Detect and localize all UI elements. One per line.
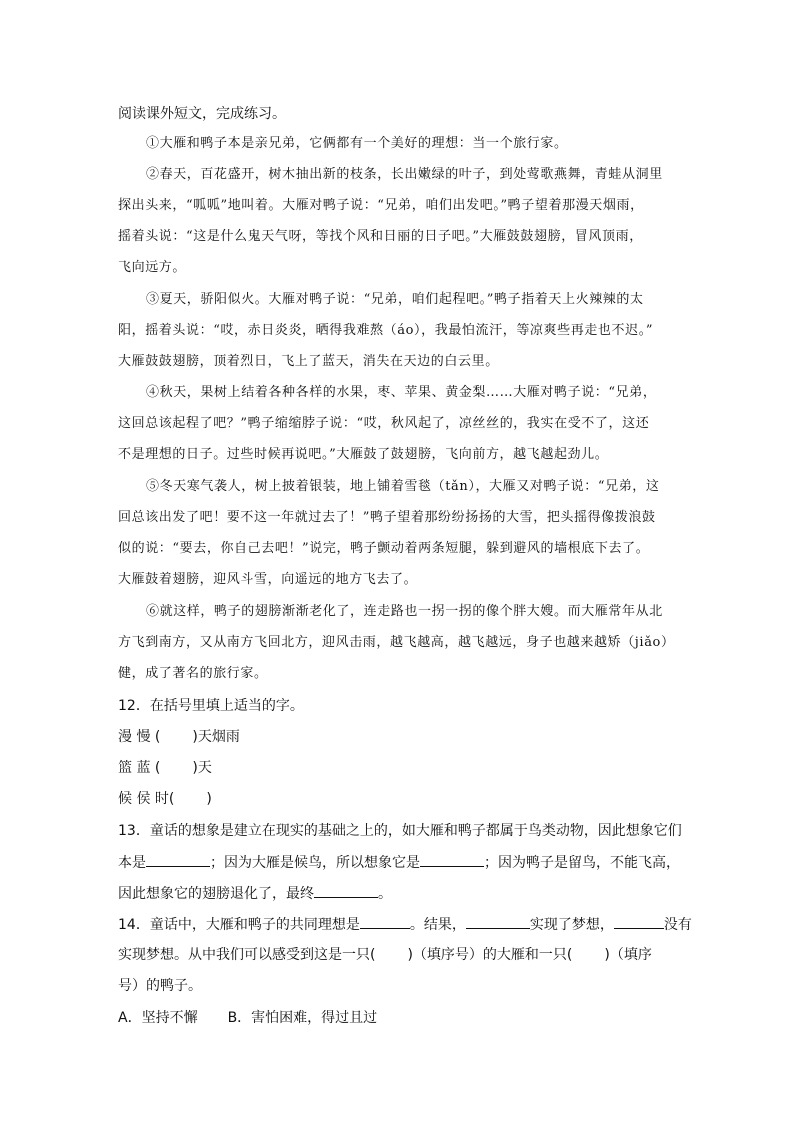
- q14-text-d: 没有: [663, 917, 692, 933]
- story-paragraph-3-line-2: 阳，摇着头说：“哎，赤日炎炎，晒得我难熬（áo），我最怕流汗，等凉爽些再走也不迟。”: [118, 323, 654, 338]
- instruction: 阅读课外短文，完成练习。: [118, 106, 286, 122]
- story-paragraph-5-line-2: 回总该出发了吧！要不这一年就过去了！”鸭子望着那纷纷扬扬的大雪，把头摇得像拨浪鼓: [118, 510, 656, 525]
- q13-text-e: 。: [378, 886, 392, 902]
- q14-text-e: 实现梦想。从中我们可以感受到这是一只(: [118, 947, 376, 963]
- story-paragraph-4-line-2: 这回总该起程了吧？”鸭子缩缩脖子说：“哎，秋风起了，凉丝丝的，我实在受不了，这还: [118, 416, 650, 431]
- question-12-stem: 12．在括号里填上适当的字。: [118, 698, 304, 714]
- question-14-options: [118, 1008, 377, 1028]
- q13-text-c: ；因为鸭子是留鸟，不能飞高，: [484, 855, 680, 871]
- q12-row1-suffix: )天烟雨: [192, 729, 240, 745]
- story-paragraph-3-line-1: ③夏天，骄阳似火。大雁对鸭子说：“兄弟，咱们起程吧。”鸭子指着天上火辣辣的太: [146, 292, 644, 307]
- q13-blank-3[interactable]: [314, 883, 378, 898]
- story-paragraph-4-line-1: ④秋天，果树上结着各种各样的水果，枣、苹果、黄金梨……大雁对鸭子说：“兄弟，: [146, 385, 657, 400]
- q13-text-b: ；因为大雁是候鸟，所以想象它是: [210, 855, 420, 871]
- story-paragraph-5-line-1: ⑤冬天寒气袭人，树上披着银装，地上铺着雪毯（tǎn），大雁又对鸭子说：“兄弟，这: [146, 479, 660, 494]
- question-12-row-1: [118, 727, 240, 747]
- story-paragraph-4-line-3: 不是理想的日子。过些时候再说吧。”大雁鼓了鼓翅膀，飞向前方，越飞越起劲儿。: [118, 447, 609, 462]
- q14-text-b: 。结果，: [409, 917, 466, 933]
- q13-text-a: 本是: [118, 855, 146, 871]
- q14-text-f: )（填序号）的大雁和一只(: [407, 947, 573, 963]
- story-paragraph-2-line-3: 摇着头说：“这是什么鬼天气呀，等找个风和日丽的日子吧。”大雁鼓鼓翅膀，冒风顶雨，: [118, 229, 643, 244]
- q13-text-d: 因此想象它的翅膀退化了，最终: [118, 886, 314, 902]
- story-paragraph-3-line-3: 大雁鼓鼓翅膀，顶着烈日，飞上了蓝天，消失在天边的白云里。: [118, 354, 499, 369]
- option-b: B．害怕困难，得过且过: [227, 1010, 378, 1026]
- story-paragraph-6-line-3: 健，成了著名的旅行家。: [118, 666, 268, 681]
- question-14-line-2: [118, 945, 652, 965]
- story-paragraph-5-line-4: 大雁鼓着翅膀，迎风斗雪，向遥远的地方飞去了。: [118, 572, 418, 587]
- q14-text-a: 14．童话中，大雁和鸭子的共同理想是: [118, 917, 360, 933]
- q12-row2-chars: 篮 蓝 (: [118, 760, 161, 776]
- q14-text-c: 实现了梦想，: [529, 917, 614, 933]
- question-12-row-3: [118, 789, 212, 809]
- story-paragraph-2-line-2: 探出头来，“呱呱”地叫着。大雁对鸭子说：“兄弟，咱们出发吧。”鸭子望着那漫天烟雨，: [118, 198, 644, 213]
- story-paragraph-2-line-4: 飞向远方。: [118, 260, 187, 275]
- story-paragraph-2-line-1: ②春天，百花盛开，树木抽出新的枝条，长出嫩绿的叶子，到处莺歌燕舞，青蛙从洞里: [146, 167, 663, 182]
- q12-row3-suffix: ): [206, 791, 212, 807]
- q13-blank-1[interactable]: [146, 852, 210, 867]
- q12-row2-suffix: )天: [192, 760, 212, 776]
- q12-row3-chars: 候 侯 时(: [118, 791, 175, 807]
- question-14-line-1: [118, 914, 692, 935]
- q13-blank-2[interactable]: [420, 852, 484, 867]
- question-14-line-3: 号）的鸭子。: [118, 978, 202, 994]
- question-12-row-2: [118, 758, 212, 778]
- story-paragraph-6-line-1: ⑥就这样，鸭子的翅膀渐渐老化了，连走路也一拐一拐的像个胖大嫂。而大雁常年从北: [146, 604, 663, 619]
- story-paragraph-6-line-2: 方飞到南方，又从南方飞回北方，迎风击雨，越飞越高，越飞越远，身子也越来越矫（jiǎo）: [118, 635, 675, 650]
- q14-blank-1[interactable]: [360, 914, 410, 929]
- q14-text-g: )（填序: [604, 947, 652, 963]
- question-13-line-1: 13．童话的想象是建立在现实的基础之上的，如大雁和鸭子都属于鸟类动物，因此想象它们: [118, 823, 682, 839]
- q14-blank-3[interactable]: [614, 914, 664, 929]
- option-a: A．坚持不懈: [118, 1010, 198, 1026]
- story-paragraph-1: ①大雁和鸭子本是亲兄弟，它俩都有一个美好的理想：当一个旅行家。: [146, 136, 568, 151]
- q14-blank-2[interactable]: [466, 914, 530, 929]
- story-paragraph-5-line-3: 似的说：“要去，你自己去吧！”说完，鸭子颤动着两条短腿，躲到避风的墙根底下去了。: [118, 541, 650, 556]
- question-13-line-3: [118, 883, 392, 904]
- question-13-line-2: [118, 852, 680, 873]
- q12-row1-chars: 漫 慢 (: [118, 729, 161, 745]
